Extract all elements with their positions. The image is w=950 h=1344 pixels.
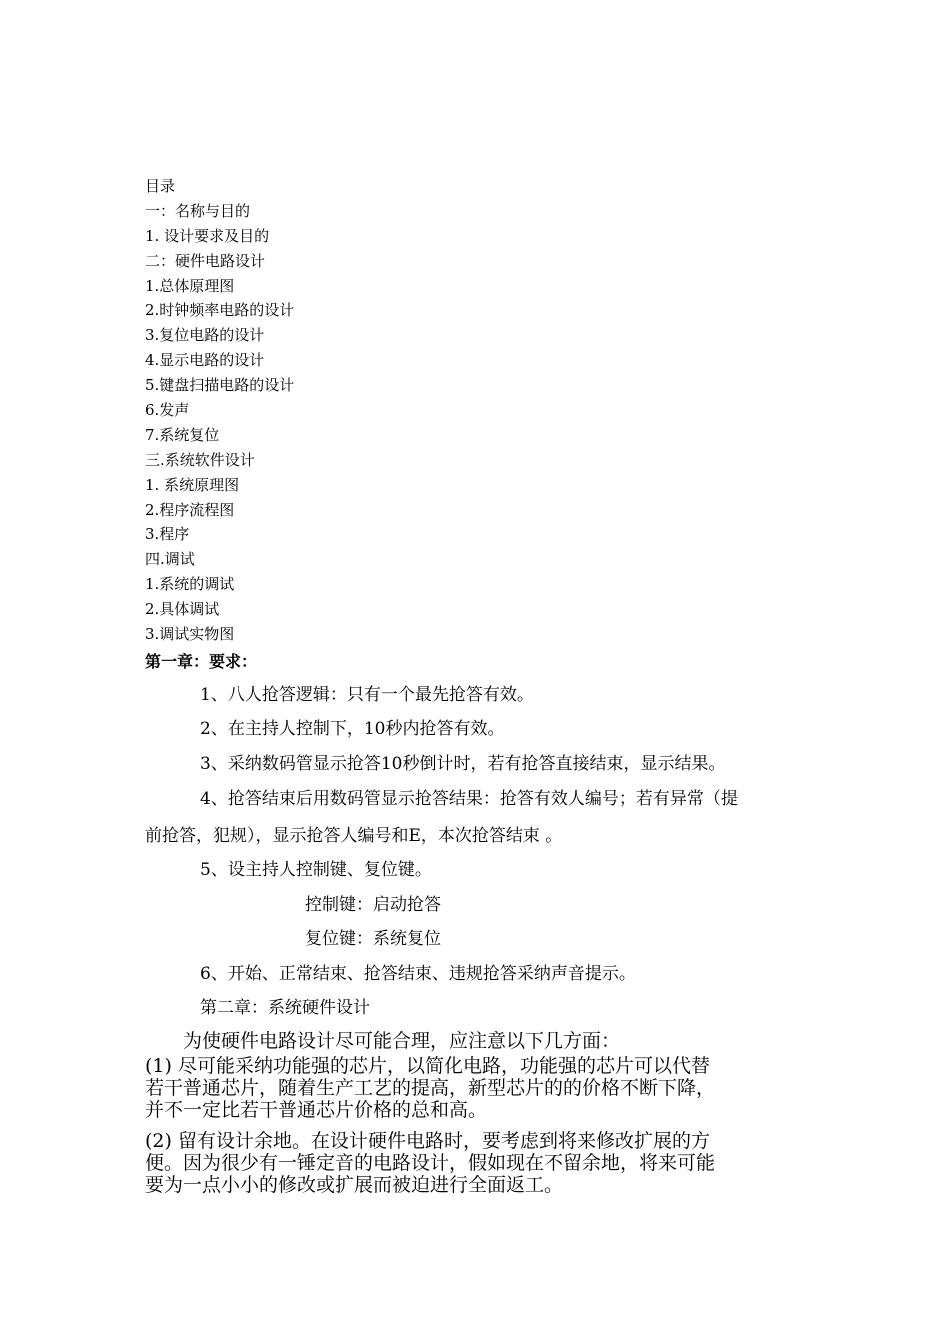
reset-key-desc: 复位键：系统复位 — [305, 929, 441, 949]
requirement-5: 5、设主持人控制键、复位键。 — [200, 860, 432, 880]
chapter2-intro: 为使硬件电路设计尽可能合理，应注意以下几方面： — [183, 1030, 621, 1052]
toc-item: 四.调试 — [145, 550, 195, 569]
toc-item: 4.显示电路的设计 — [145, 351, 265, 370]
toc-title: 目录 — [145, 177, 176, 195]
toc-item: 一：名称与目的 — [145, 201, 251, 220]
toc-item: 三.系统软件设计 — [145, 450, 255, 469]
toc-item: 1.系统的调试 — [145, 575, 235, 594]
toc-item: 1. 系统原理图 — [145, 475, 240, 494]
paragraph-line: 要为一点小小的修改或扩展而被迫进行全面返工。 — [145, 1174, 564, 1196]
toc-item: 二：硬件电路设计 — [145, 251, 266, 270]
toc-item: 3.调试实物图 — [145, 625, 235, 644]
toc-item: 6.发声 — [145, 401, 190, 420]
toc-item: 1.总体原理图 — [145, 276, 235, 295]
toc-item: 7.系统复位 — [145, 425, 220, 444]
requirement-4-line2: 前抢答，犯规），显示抢答人编号和E，本次抢答结束 。 — [145, 826, 563, 846]
requirement-4-line1: 4、抢答结束后用数码管显示抢答结果：抢答有效人编号；若有异常（提 — [200, 789, 738, 809]
paragraph-line: (2) 留有设计余地。在设计硬件电路时，要考虑到将来修改扩展的方 — [145, 1130, 710, 1152]
paragraph-line: (1) 尽可能采纳功能强的芯片，以简化电路，功能强的芯片可以代替 — [145, 1055, 710, 1077]
requirement-1: 1、八人抢答逻辑：只有一个最先抢答有效。 — [200, 685, 534, 705]
chapter2-heading: 第二章：系统硬件设计 — [200, 998, 370, 1018]
paragraph-line: 便。因为很少有一锤定音的电路设计，假如现在不留余地，将来可能 — [145, 1152, 716, 1174]
requirement-6: 6、开始、正常结束、抢答结束、违规抢答采纳声音提示。 — [200, 964, 636, 984]
design-point-1 — [145, 1055, 805, 1121]
paragraph-line: 若干普通芯片，随着生产工艺的提高，新型芯片的的价格不断下降， — [145, 1077, 716, 1099]
toc-item: 2.具体调试 — [145, 600, 220, 619]
table-of-contents — [145, 174, 645, 647]
requirement-2: 2、在主持人控制下，10秒内抢答有效。 — [200, 719, 505, 739]
toc-item: 1. 设计要求及目的 — [145, 226, 270, 245]
design-point-2 — [145, 1130, 805, 1196]
toc-item: 2.时钟频率电路的设计 — [145, 301, 295, 320]
chapter1-heading: 第一章：要求： — [145, 652, 258, 671]
paragraph-line: 并不一定比若干普通芯片价格的总和高。 — [145, 1099, 488, 1121]
toc-item: 3.复位电路的设计 — [145, 326, 265, 345]
toc-item: 2.程序流程图 — [145, 500, 235, 519]
toc-item: 5.键盘扫描电路的设计 — [145, 376, 295, 395]
requirement-3: 3、采纳数码管显示抢答10秒倒计时，若有抢答直接结束，显示结果。 — [200, 754, 726, 774]
control-key-desc: 控制键：启动抢答 — [305, 895, 441, 915]
toc-item: 3.程序 — [145, 525, 190, 544]
